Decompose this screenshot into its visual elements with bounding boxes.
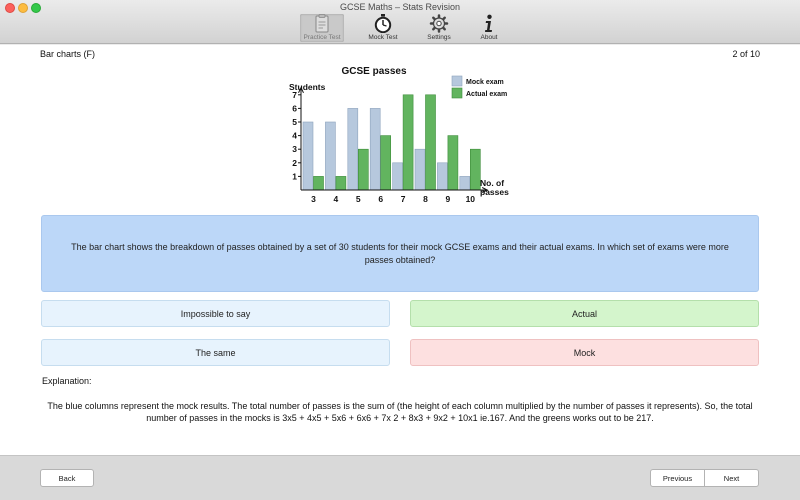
y-tick-label-3: 3 — [292, 144, 297, 155]
bar-actual-exam-6 — [381, 136, 391, 190]
y-tick-label-6: 6 — [292, 103, 297, 114]
y-tick-label-4: 4 — [292, 130, 297, 141]
bar-mock-exam-6 — [370, 108, 380, 190]
x-tick-label-3: 3 — [311, 194, 316, 204]
previous-button[interactable]: Previous — [650, 469, 705, 487]
question-text: The bar chart shows the breakdown of passes obtained by a set of 30 students for their mock GCSE exams and their actual exams. In which set of exams were more passes obtained? — [41, 215, 759, 292]
bar-chart — [284, 62, 524, 212]
back-button[interactable]: Back — [40, 469, 94, 487]
bar-mock-exam-9 — [437, 163, 447, 190]
answer-mock[interactable]: Mock — [410, 339, 759, 366]
x-tick-labels — [311, 194, 475, 204]
y-tick-label-5: 5 — [292, 117, 297, 127]
legend-swatch-mock-exam — [452, 76, 462, 86]
x-tick-label-7: 7 — [400, 194, 406, 204]
clipboard-icon — [312, 14, 332, 33]
x-axis-label-line2: passes — [480, 187, 509, 197]
answer-the-same[interactable]: The same — [41, 339, 390, 366]
explanation-text: The blue columns represent the mock results. The total number of passes is the sum of (the height of each column multiplied by the number of passes it represents). So, the total number of passes in the mocks is 3x5 + 4x5 + 5x6 + 6x6 + 7x 2 + 8x3 + 9x2 + 10x1 ie.167. And the greens works out to be 217. — [47, 401, 753, 423]
x-tick-label-9: 9 — [445, 194, 451, 204]
legend-label-mock-exam: Mock exam — [466, 79, 504, 86]
bar-actual-exam-5 — [358, 149, 368, 190]
bar-actual-exam-7 — [403, 95, 413, 190]
x-tick-label-10: 10 — [465, 194, 476, 204]
y-tick-label-2: 2 — [292, 157, 297, 168]
info-icon — [479, 14, 499, 33]
y-tick-labels — [292, 90, 297, 182]
next-button[interactable]: Next — [704, 469, 759, 487]
chart-legend — [452, 76, 507, 98]
bar-actual-exam-8 — [426, 95, 436, 190]
y-tick-label-1: 1 — [292, 171, 297, 182]
toolbar-label: Mock Test — [368, 34, 398, 41]
explanation-label: Explanation: — [42, 376, 92, 386]
title-bar — [0, 0, 800, 44]
legend-swatch-actual-exam — [452, 88, 462, 98]
legend-label-actual-exam: Actual exam — [466, 91, 508, 98]
x-axis-label — [480, 178, 509, 197]
stopwatch-icon — [373, 14, 393, 33]
toolbar-settings[interactable] — [417, 14, 461, 42]
question-area — [0, 45, 800, 455]
bar-actual-exam-4 — [336, 176, 346, 190]
bar-mock-exam-5 — [348, 108, 358, 190]
toolbar-label: Practice Test — [303, 34, 341, 41]
bar-mock-exam-8 — [415, 149, 425, 190]
toolbar-about[interactable] — [467, 14, 511, 42]
chart-bars — [303, 95, 480, 190]
x-tick-label-4: 4 — [333, 194, 339, 204]
window-title: GCSE Maths – Stats Revision — [339, 2, 461, 12]
toolbar-mock-test[interactable] — [361, 14, 405, 42]
x-tick-label-5: 5 — [355, 194, 361, 204]
topic-title: Bar charts (F) — [40, 49, 96, 59]
footer-bar — [0, 455, 800, 500]
bar-actual-exam-10 — [470, 149, 480, 190]
toolbar-practice-test[interactable] — [300, 14, 344, 42]
y-tick-label-7: 7 — [292, 89, 297, 100]
bar-actual-exam-3 — [314, 176, 324, 190]
bar-mock-exam-3 — [303, 122, 313, 190]
y-axis-label: Students — [289, 82, 326, 92]
toolbar-label: About — [480, 34, 498, 41]
bar-mock-exam-10 — [460, 176, 470, 190]
x-tick-label-6: 6 — [378, 194, 384, 204]
question-progress: 2 of 10 — [732, 49, 760, 59]
answer-impossible-to-say[interactable]: Impossible to say — [41, 300, 390, 327]
gear-icon — [429, 14, 449, 33]
bar-mock-exam-4 — [325, 122, 335, 190]
toolbar-label: Settings — [427, 34, 451, 41]
x-tick-label-8: 8 — [423, 194, 428, 204]
bar-actual-exam-9 — [448, 136, 458, 190]
x-axis-label-line1: No. of — [480, 178, 505, 188]
chart-title: GCSE passes — [341, 66, 407, 77]
bar-mock-exam-7 — [393, 163, 403, 190]
answer-actual[interactable]: Actual — [410, 300, 759, 327]
